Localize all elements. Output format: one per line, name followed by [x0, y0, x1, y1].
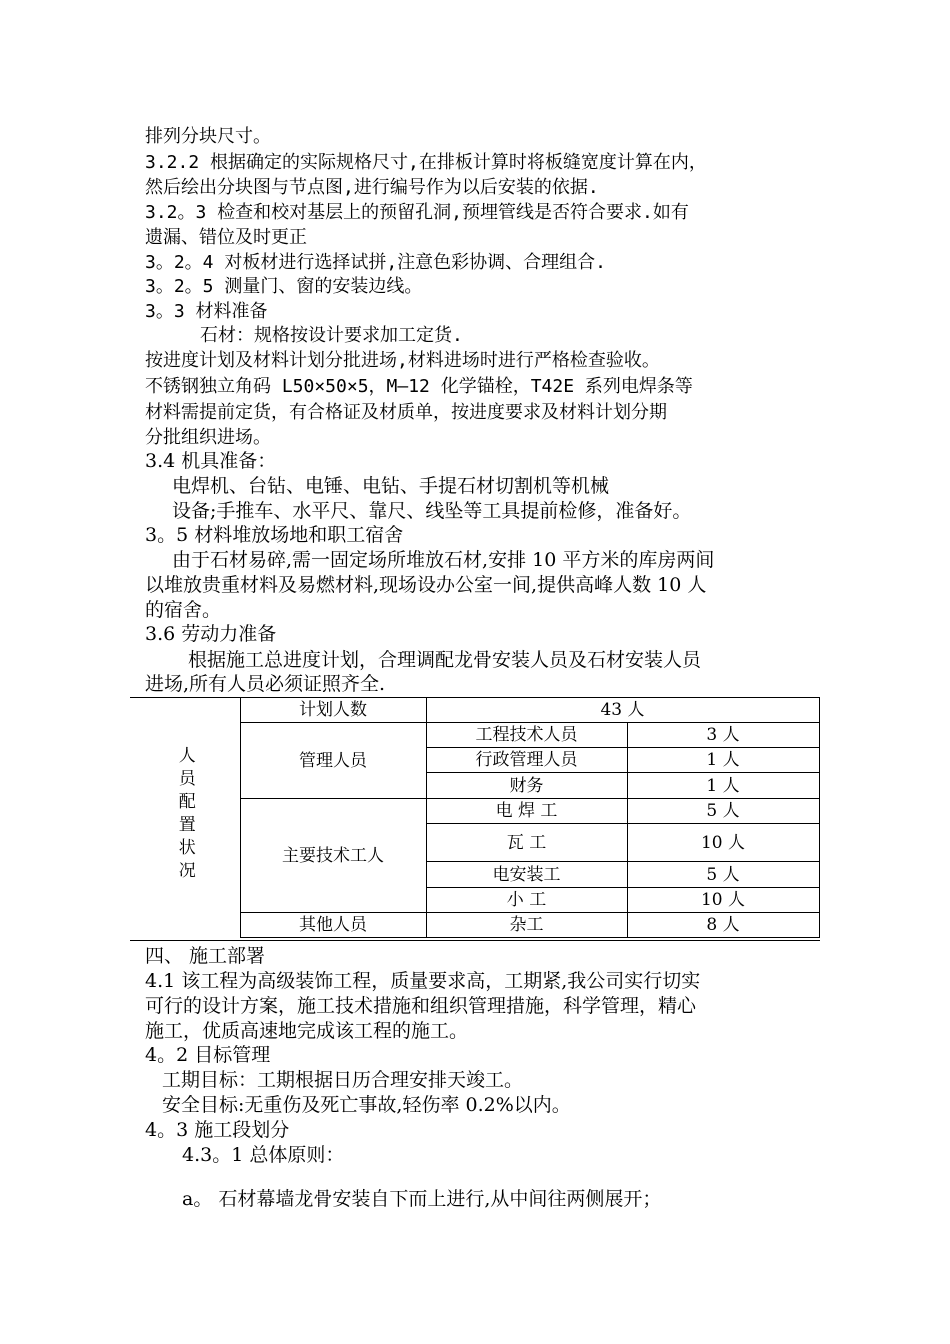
role-cell: 电安装工 — [426, 862, 627, 888]
role-cell: 瓦 工 — [426, 824, 627, 862]
text-line: 的宿舍。 — [145, 599, 222, 621]
text-line: 工期目标：工期根据日历合理安排天竣工。 — [162, 1069, 524, 1091]
text-line: 3.2。3 检查和校对基层上的预留孔洞,预埋管线是否符合要求.如有 — [145, 202, 689, 223]
text-line: 电焊机、台钻、电锤、电钻、手提石材切割机等机械 — [172, 475, 610, 497]
text-line: 设备;手推车、水平尺、靠尺、线坠等工具提前检修，准备好。 — [172, 500, 692, 522]
section-heading: 3。3 材料准备 — [145, 301, 268, 322]
staffing-table — [130, 697, 820, 938]
mgmt-label: 管理人员 — [240, 723, 426, 799]
section-heading: 四、 施工部署 — [145, 945, 266, 967]
tech-label: 主要技术工人 — [240, 799, 426, 913]
count-cell: 5 人 — [627, 862, 819, 888]
text-line: 安全目标:无重伤及死亡事故,轻伤率 0.2%以内。 — [162, 1094, 571, 1116]
section-heading: 3.4 机具准备： — [145, 450, 277, 472]
text-line: 进场,所有人员必须证照齐全. — [145, 673, 386, 695]
text-line: 3。2。4 对板材进行选择试拼,注意色彩协调、合理组合. — [145, 252, 607, 273]
role-cell: 行政管理人员 — [426, 748, 627, 773]
text-line: 4.1 该工程为高级装饰工程，质量要求高，工期紧,我公司实行切实 — [145, 970, 701, 992]
text-line: 3。2。5 测量门、窗的安装边线。 — [145, 276, 423, 297]
text-line: a。 石材幕墙龙骨安装自下而上进行,从中间往两侧展开； — [182, 1188, 662, 1210]
count-cell: 5 人 — [627, 799, 819, 824]
text-line: 然后绘出分块图与节点图,进行编号作为以后安装的依据. — [145, 177, 599, 198]
role-cell: 电 焊 工 — [426, 799, 627, 824]
text-line: 可行的设计方案，施工技术措施和组织管理措施，科学管理，精心 — [145, 995, 697, 1017]
text-line: 施工，优质高速地完成该工程的施工。 — [145, 1020, 469, 1042]
text-line: 排列分块尺寸。 — [145, 126, 271, 147]
text-line: 石材：规格按设计要求加工定货. — [200, 325, 463, 346]
count-cell: 3 人 — [627, 723, 819, 748]
text-line: 根据施工总进度计划，合理调配龙骨安装人员及石材安装人员 — [188, 649, 702, 671]
planned-label: 计划人数 — [240, 698, 426, 723]
table-bottom-rule — [130, 940, 820, 941]
text-line: 按进度计划及材料计划分批进场,材料进场时进行严格检查验收。 — [145, 350, 660, 371]
role-cell: 小 工 — [426, 888, 627, 913]
count-cell: 8 人 — [627, 913, 819, 938]
text-line: 由于石材易碎,需一固定场所堆放石材,安排 10 平方米的库房两间 — [172, 549, 715, 571]
other-label: 其他人员 — [240, 913, 426, 938]
text-line: 以堆放贵重材料及易燃材料,现场设办公室一间,提供高峰人数 10 人 — [145, 574, 707, 596]
role-cell: 工程技术人员 — [426, 723, 627, 748]
count-cell: 1 人 — [627, 748, 819, 773]
text-line: 4.3。1 总体原则： — [182, 1144, 345, 1166]
role-cell: 财务 — [426, 773, 627, 799]
text-line: 不锈钢独立角码 L50×50×5，M—12 化学锚栓，T42E 系列电焊条等 — [145, 376, 693, 397]
count-cell: 10 人 — [627, 824, 819, 862]
role-cell: 杂工 — [426, 913, 627, 938]
text-line: 材料需提前定货，有合格证及材质单，按进度要求及材料计划分期 — [145, 402, 667, 423]
section-heading: 4。2 目标管理 — [145, 1044, 271, 1066]
count-cell: 1 人 — [627, 773, 819, 799]
staff-side-label: 人员配置状况 — [174, 746, 195, 885]
section-heading: 4。3 施工段划分 — [145, 1119, 290, 1141]
section-heading: 3.6 劳动力准备 — [145, 623, 277, 645]
section-heading: 3。5 材料堆放场地和职工宿舍 — [145, 524, 404, 546]
text-line: 遗漏、错位及时更正 — [145, 227, 307, 248]
text-line: 3.2.2 根据确定的实际规格尺寸,在排板计算时将板缝宽度计算在内， — [145, 152, 707, 173]
staff-side-label-cell — [130, 698, 240, 938]
count-cell: 10 人 — [627, 888, 819, 913]
text-line: 分批组织进场。 — [145, 427, 271, 448]
planned-value: 43 人 — [426, 698, 819, 723]
